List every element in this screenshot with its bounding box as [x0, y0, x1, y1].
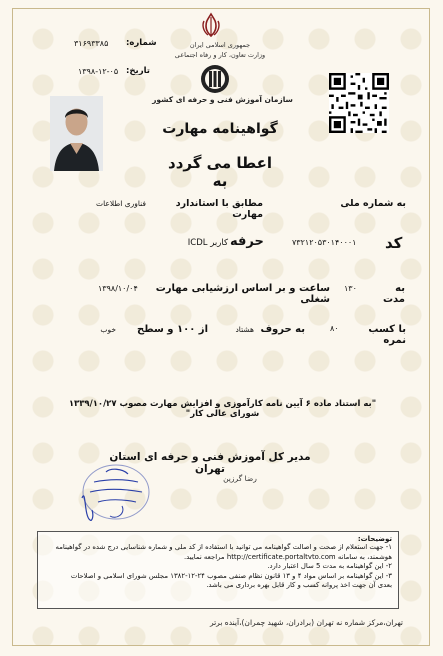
score-label: با کسب نمره: [368, 324, 406, 346]
national-id-label: به شماره ملی: [340, 198, 406, 209]
out-of-label: از ۱۰۰ و سطح: [137, 324, 208, 335]
statute-text: "به استناد ماده ۶ آیین نامه کارآموزی و افزایش مهارت مصوب ۱۳۳۹/۱۰/۲۷ شورای عالی کار": [68, 399, 377, 419]
score-words-label: به حروف: [260, 324, 305, 335]
note-line-4: ۳- این گواهینامه بر اساس مواد ۴ و ۱۳ قانون نظام صنفی مصوب ۲۴-۱۲-۱۳۸۲ مجلس شورای اسلامی و اصلاحات: [70, 571, 392, 580]
date-value: ۱۳۹۸-۱۲-۰۵: [78, 67, 119, 76]
code-value: ۷۳۲۱۲۰۵۳۰۱۴۰۰۰۱: [292, 238, 357, 247]
code-label: کد: [385, 234, 403, 252]
holder-photo: [50, 96, 103, 171]
field-value: فناوری اطلاعات: [96, 199, 146, 208]
gov-line-2: وزارت تعاون، کار و رفاه اجتماعی: [174, 51, 266, 59]
notes-title: توضیحات:: [357, 535, 392, 543]
note-line-2: [44, 553, 392, 563]
official-stamp: [76, 458, 160, 528]
granted-to-heading: اعطا می گردد به: [168, 154, 272, 190]
score-value: ۸۰: [330, 324, 339, 333]
score-words-value: هشتاد: [235, 325, 254, 334]
duration-value: ۱۳۰: [344, 284, 357, 293]
assessment-basis-label: ساعت و بر اساس ارزشیابی مهارت شغلی: [155, 283, 330, 305]
number-value: ۳۱۶۹۳۳۸۵: [74, 39, 109, 48]
note-line-5: بعدی آن جهت اخذ پروانه کسب و کار قابل بهره برداری می باشد.: [206, 581, 392, 590]
certificate-title: گواهینامه مهارت: [162, 121, 278, 137]
note-line-2-end: مراجعه نمایید.: [183, 552, 225, 561]
level-value: خوب: [100, 325, 116, 334]
trade-value: کاربر ICDL: [187, 238, 228, 248]
trade-label: حرفه: [230, 234, 264, 249]
national-emblem-icon: [198, 12, 224, 38]
signer-name: رضا گرزین: [223, 474, 257, 483]
note-line-3: ۲- این گواهینامه به مدت 5 سال اعتبار دارد.: [267, 562, 392, 571]
issuing-center-address: تهران،مرکز شماره نه تهران (برادران، شهید چمران)،آینده برتر: [209, 618, 403, 627]
director-title: مدیر کل آموزش فنی و حرفه ای استان تهران: [109, 451, 311, 475]
qr-code[interactable]: [329, 73, 389, 133]
gov-line-1: جمهوری اسلامی ایران: [189, 41, 251, 49]
number-label: شماره:: [126, 38, 157, 48]
duration-label: به مدت: [382, 283, 405, 305]
note-line-1: ۱- جهت استعلام از صحت و اصالت گواهینامه می توانید با استفاده از کد ملی و شماره شناسایی درج شده در گواهینامه: [55, 543, 392, 551]
notes-box: [37, 531, 399, 609]
assessment-date: ۱۳۹۸/۱۰/۰۴: [98, 284, 138, 293]
standard-label: مطابق با استاندارد مهارت: [175, 198, 263, 220]
verification-url-link[interactable]: http://certificate.portaltvto.com: [226, 552, 336, 561]
organization-name: سازمان آموزش فنی و حرفه ای کشور: [152, 95, 293, 104]
date-label: تاریخ:: [126, 66, 150, 76]
note-line-2-start: هوشمند، به سامانه: [337, 552, 392, 561]
tvto-logo-icon: [198, 63, 232, 95]
